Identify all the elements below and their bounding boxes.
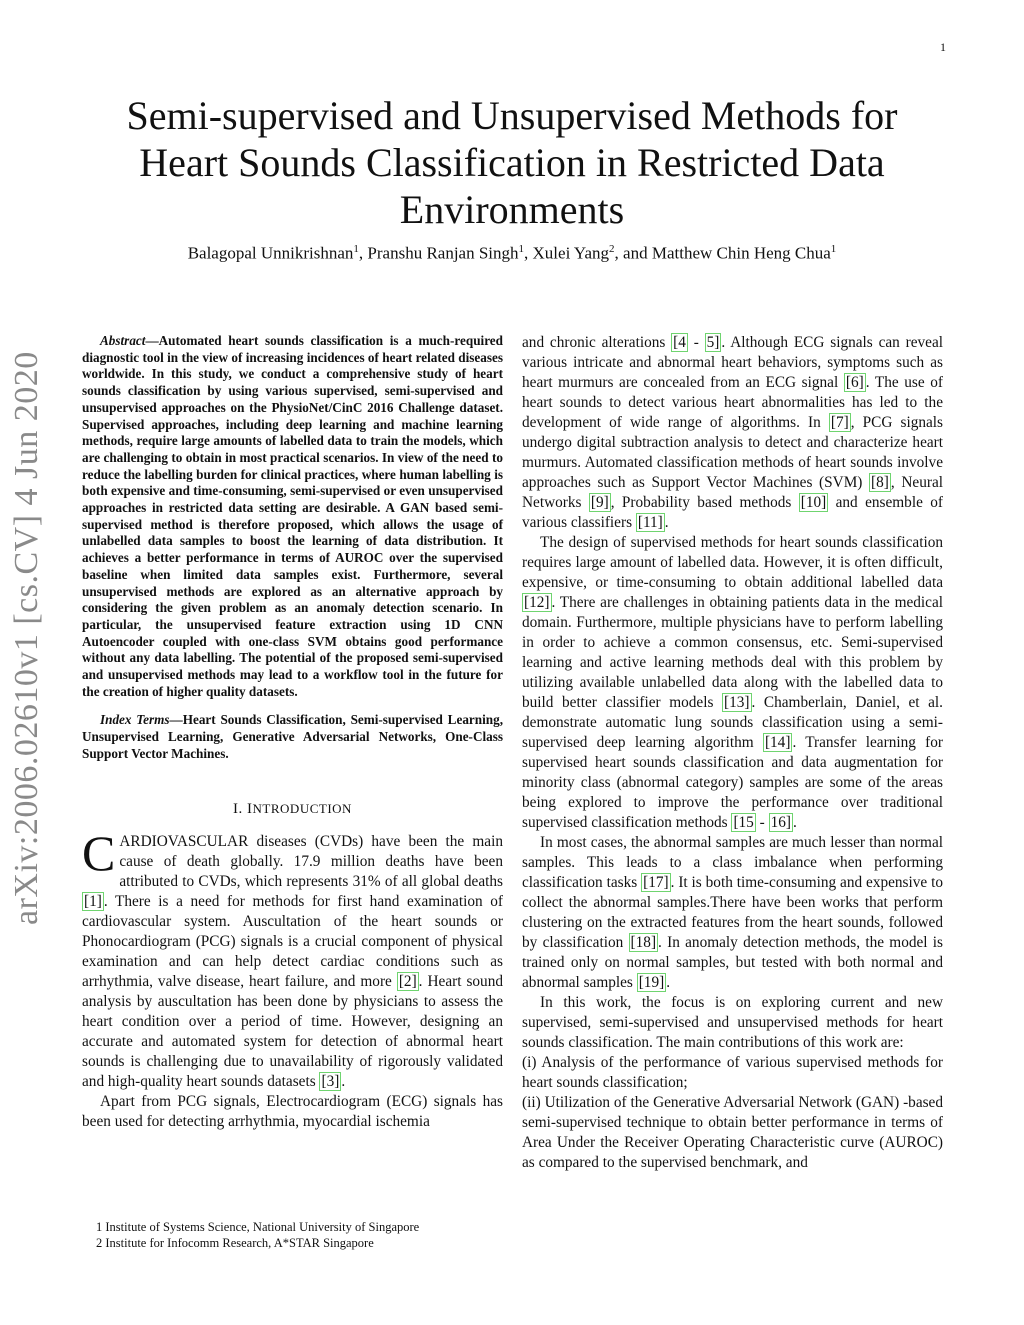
text-run: , PCG signals undergo digital subtraction analysis to detect and characterize heart murmurs. Automated classification methods of heart sounds involve approaches such as Support Vector Machines (SVM) <box>522 414 943 491</box>
section-title-rest: NTRODUCTION <box>252 800 352 816</box>
affiliation-mark: 1 <box>830 243 837 255</box>
text-run: - <box>687 334 705 351</box>
affiliation-mark: 1 <box>353 243 359 255</box>
text-run: , Probability based methods <box>610 494 799 511</box>
contribution-item: (i) Analysis of the performance of various supervised methods for heart sounds classification; <box>522 1054 943 1091</box>
text-run: In most cases, the abnormal samples are much lesser than normal samples. This leads to a class imbalance when performing classification tasks <box>522 834 943 891</box>
text-run: . <box>666 974 671 991</box>
citation-link[interactable]: [10] <box>800 494 827 511</box>
paper-title: Semi-supervised and Unsupervised Methods for Heart Sounds Classification in Restricted Data Environments <box>126 93 898 232</box>
citation-link[interactable]: [15 <box>733 814 754 831</box>
citation-link[interactable]: [3] <box>321 1072 340 1090</box>
author-list: Balagopal Unnikrishnan$^1$, Pranshu Ranjan Singh$^1$, Xulei Yang$^2$, and Matthew Chin Heng Chua$^1$ <box>187 243 837 263</box>
dropcap: C <box>82 824 116 881</box>
citation-link[interactable]: [19] <box>638 974 665 991</box>
text-run: . In anomaly detection methods, the model is trained only on normal samples, but tested with both normal and abnormal samples <box>522 934 944 991</box>
citation-link[interactable]: [7] <box>830 414 849 431</box>
citation-link[interactable]: [8] <box>871 474 889 491</box>
section-title-first: I <box>247 800 253 817</box>
citation-link[interactable]: [17] <box>643 874 669 891</box>
citation-link[interactable]: 16] <box>770 814 791 831</box>
text-run: . Transfer learning for supervised heart sounds classification and data augmentation for minority class (abnormal category) samples are some of the areas being explored to improve the performance over traditional supervised classification methods <box>522 734 943 831</box>
text-run: , Neural Networks <box>522 474 943 511</box>
body-paragraph <box>522 533 943 833</box>
text-run: and chronic alterations <box>522 334 672 351</box>
text-run: . There are challenges in obtaining patients data in the medical domain. Furthermore, multiple physicians have to perform labelling in order to achieve a common consensus, etc. Semi-supervised learning and active learning methods deal with this problem by utilizing available unlabelled data along with the labelled data to build better classifier models <box>522 594 943 711</box>
citation-link[interactable]: [12] <box>524 594 550 611</box>
right-column <box>522 333 943 1173</box>
footnote: 1 Institute of Systems Science, National University of Singapore <box>96 1220 420 1234</box>
author-name: Balagopal Unnikrishnan <box>187 243 354 263</box>
index-terms-text: —Heart Sounds Classification, Semi-supervised Learning, Unsupervised Learning, Generative Adversarial Networks, One-Class Support Vector Machines. <box>82 712 503 761</box>
citation-link[interactable]: 5] <box>706 334 720 351</box>
body-paragraph: In this work, the focus is on exploring current and new supervised, semi-supervised and unsupervised methods for heart sounds classification. The main contributions of this work are: <box>522 994 943 1051</box>
text-run: . Chamberlain, Daniel, et al. demonstrate automatic lung sounds classification using a semi-supervised deep learning algorithm <box>522 694 943 751</box>
text-run: . The use of heart sounds to detect various heart abnormalities has led to the development of wide range of algorithms. In <box>522 374 943 431</box>
author-name: Matthew Chin Heng Chua <box>651 243 831 263</box>
affiliation-mark: 2 <box>609 243 615 255</box>
author-name: Pranshu Ranjan Singh <box>367 243 519 263</box>
abstract <box>82 333 503 700</box>
text-run: . <box>341 1072 346 1090</box>
citation-link[interactable]: [14] <box>764 734 791 751</box>
citation-link[interactable]: [4 <box>673 334 686 351</box>
arxiv-stamp: arXiv:2006.02610v1 [cs.CV] 4 Jun 2020 <box>8 351 45 925</box>
affiliation-mark: 1 <box>518 243 525 255</box>
text-run: . It is both time-consuming and expensive to collect the abnormal samples.There have been works that perform clustering on the extracted features from the heart sounds, followed by classification <box>522 874 943 951</box>
text-run: and ensemble of various classifiers <box>522 494 943 531</box>
text-run: . Although ECG signals can reveal various intricate and abnormal heart behaviors, symptoms such as heart murmurs are concealed from an ECG signal <box>522 334 943 391</box>
text-run: . Heart sound analysis by auscultation has been done by physicians to assess the heart condition over a period of time. However, designing an accurate and automated system for detection of abnormal heart sounds is challenging due to unavailability of rigorously validated and high-quality heart sounds datasets <box>82 972 503 1090</box>
text-run: . There is a need for methods for first hand examination of cardiovascular system. Auscultation of the heart sounds or Phonocardiogram (PCG) signals is a crucial component of physical examination and can help detect cardiac conditions such as arrhythmia, valve disease, heart failure, and more <box>82 892 503 990</box>
body-paragraph <box>522 833 943 993</box>
author-name: Xulei Yang <box>532 243 610 263</box>
footnotes <box>96 1219 506 1251</box>
text-run: . <box>664 514 669 531</box>
section-heading <box>82 801 503 818</box>
abstract-text: —Automated heart sounds classification is a much-required diagnostic tool in the view of increasing incidences of heart related diseases worldwide. In this study, we conduct a comprehensive study of heart sounds classification by using various supervised, semi-supervised and unsupervised approaches on the PhysioNet/CinC 2016 Challenge dataset. Supervised approaches, including deep learning and machine learning methods, require large amounts of labelled data to train the models, which are challenging to obtain in most practical scenarios. In view of the need to reduce the labelling burden for clinical practices, where human labelling is both expensive and time-consuming, semi-supervised or even unsupervised approaches in restricted data setting are desirable. A GAN based semi-supervised method is therefore proposed, which allows the usage of unlabelled data samples to boost the learning of data distribution. It achieves a better performance in terms of AUROC over the supervised baseline when limited data samples exist. Furthermore, several unsupervised methods are explored as an alternative approach by considering the given problem as an anomaly detection scenario. In particular, the unsupervised feature extraction using 1D CNN Autoencoder coupled with one-class SVM obtains good performance without any data labelling. The potential of the proposed semi-supervised and unsupervised methods may lead to a workflow tool in the future for the creation of higher quality datasets. <box>82 333 503 699</box>
intro-paragraph: Apart from PCG signals, Electrocardiogram (ECG) signals has been used for detecting arrhythmia, myocardial ischemia <box>82 1092 503 1130</box>
footnote: 2 Institute for Infocomm Research, A*STAR Singapore <box>96 1236 374 1250</box>
citation-link[interactable]: [2] <box>398 972 417 990</box>
citation-link[interactable]: [9] <box>590 494 609 511</box>
citation-link[interactable]: [18] <box>630 934 657 951</box>
intro-paragraph <box>82 824 503 1092</box>
index-terms <box>82 712 503 762</box>
text-run: The design of supervised methods for heart sounds classification requires large amount of labelled data. However, it is often difficult, expensive, or time-consuming to obtain additional labelled data <box>522 534 943 591</box>
citation-link[interactable]: [6] <box>845 374 864 391</box>
text-run: ARDIOVASCULAR diseases (CVDs) have been the main cause of death globally. 17.9 million deaths have been attributed to CVDs, which represents 31% of all global deaths <box>119 832 503 890</box>
index-terms-label: Index Terms <box>100 712 170 728</box>
body-paragraph <box>522 333 943 533</box>
left-column <box>82 333 503 1132</box>
citation-link[interactable]: [11] <box>637 514 663 531</box>
citation-link[interactable]: [1] <box>84 892 102 910</box>
abstract-label: Abstract <box>100 333 146 348</box>
text-run: . <box>793 814 797 831</box>
text-run: - <box>755 814 769 831</box>
contribution-item: (ii) Utilization of the Generative Adversarial Network (GAN) -based semi-supervised technique to obtain better performance in terms of Area Under the Receiver Operating Characteristic curve (AUROC) as compared to the supervised benchmark, and <box>522 1094 943 1171</box>
section-number: I. <box>233 800 243 817</box>
page-number: 1 <box>940 40 946 54</box>
citation-link[interactable]: [13] <box>724 694 750 711</box>
